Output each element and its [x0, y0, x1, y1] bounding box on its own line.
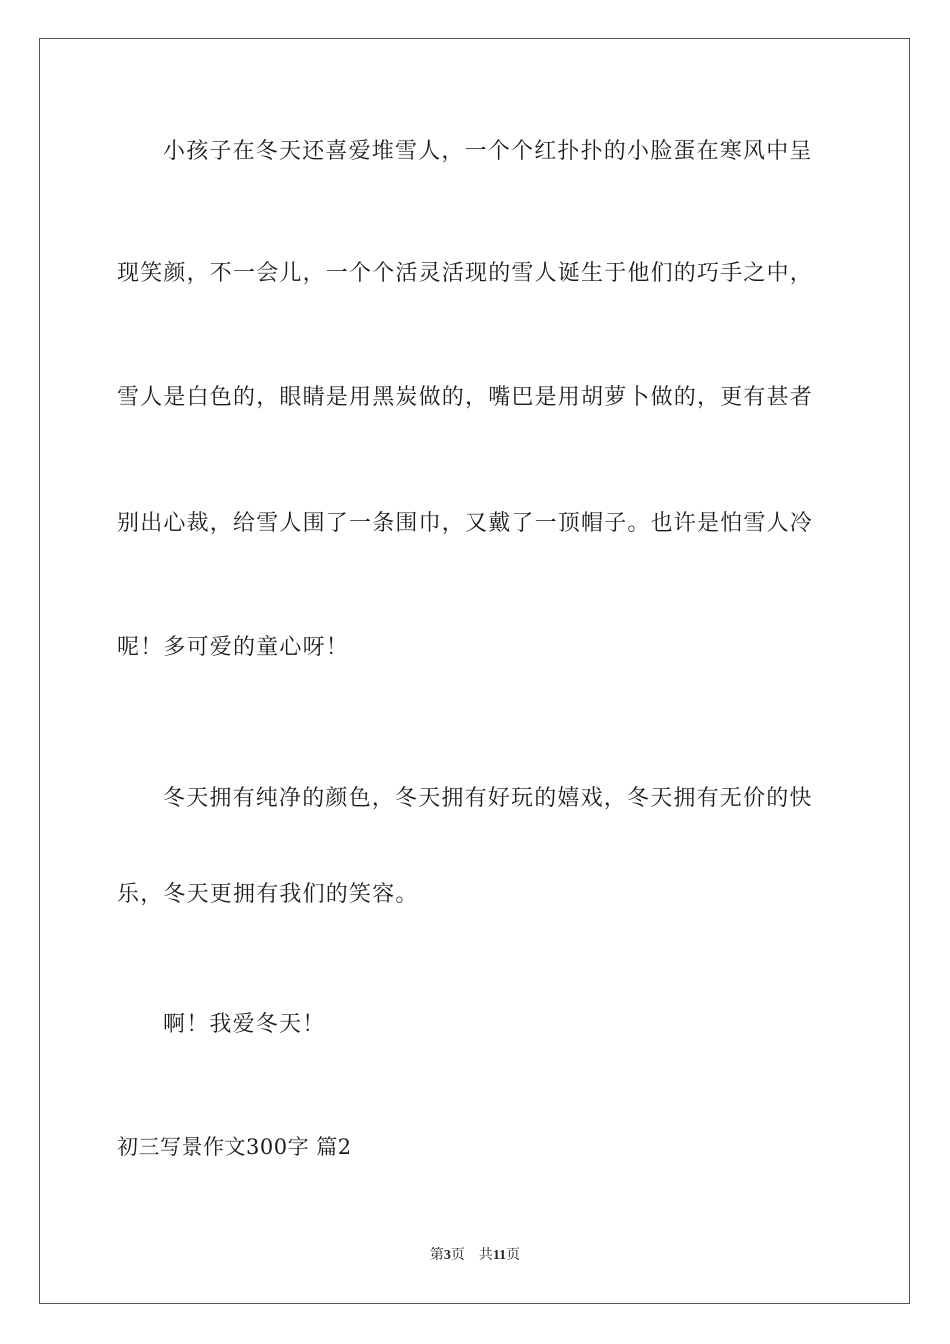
page-number: 3 [443, 1248, 451, 1263]
page-prefix: 第 [429, 1248, 444, 1263]
paragraph-line: 雪人是白色的，眼睛是用黑炭做的，嘴巴是用胡萝卜做的，更有甚者 [117, 385, 814, 410]
page-unit: 页 [450, 1248, 465, 1263]
total-pages: 11 [492, 1248, 507, 1263]
section-heading: 初三写景作文300字 篇2 [117, 1135, 352, 1159]
paragraph-line: 别出心裁，给雪人围了一条围巾，又戴了一顶帽子。也许是怕雪人冷 [117, 511, 814, 536]
total-unit: 页 [506, 1248, 521, 1263]
paragraph-line: 啊！我爱冬天！ [163, 1012, 326, 1037]
total-prefix: 共 [478, 1248, 493, 1263]
page-frame [39, 38, 910, 1304]
paragraph-line: 呢！多可爱的童心呀！ [117, 635, 350, 660]
paragraph-line: 现笑颜，不一会儿，一个个活灵活现的雪人诞生于他们的巧手之中， [117, 261, 814, 286]
paragraph-line: 冬天拥有纯净的颜色，冬天拥有好玩的嬉戏，冬天拥有无价的快 [163, 786, 813, 811]
page-footer [0, 1246, 950, 1266]
paragraph-line: 小孩子在冬天还喜爱堆雪人，一个个红扑扑的小脸蛋在寒风中呈 [163, 139, 813, 164]
paragraph-line: 乐，冬天更拥有我们的笑容。 [117, 882, 419, 907]
